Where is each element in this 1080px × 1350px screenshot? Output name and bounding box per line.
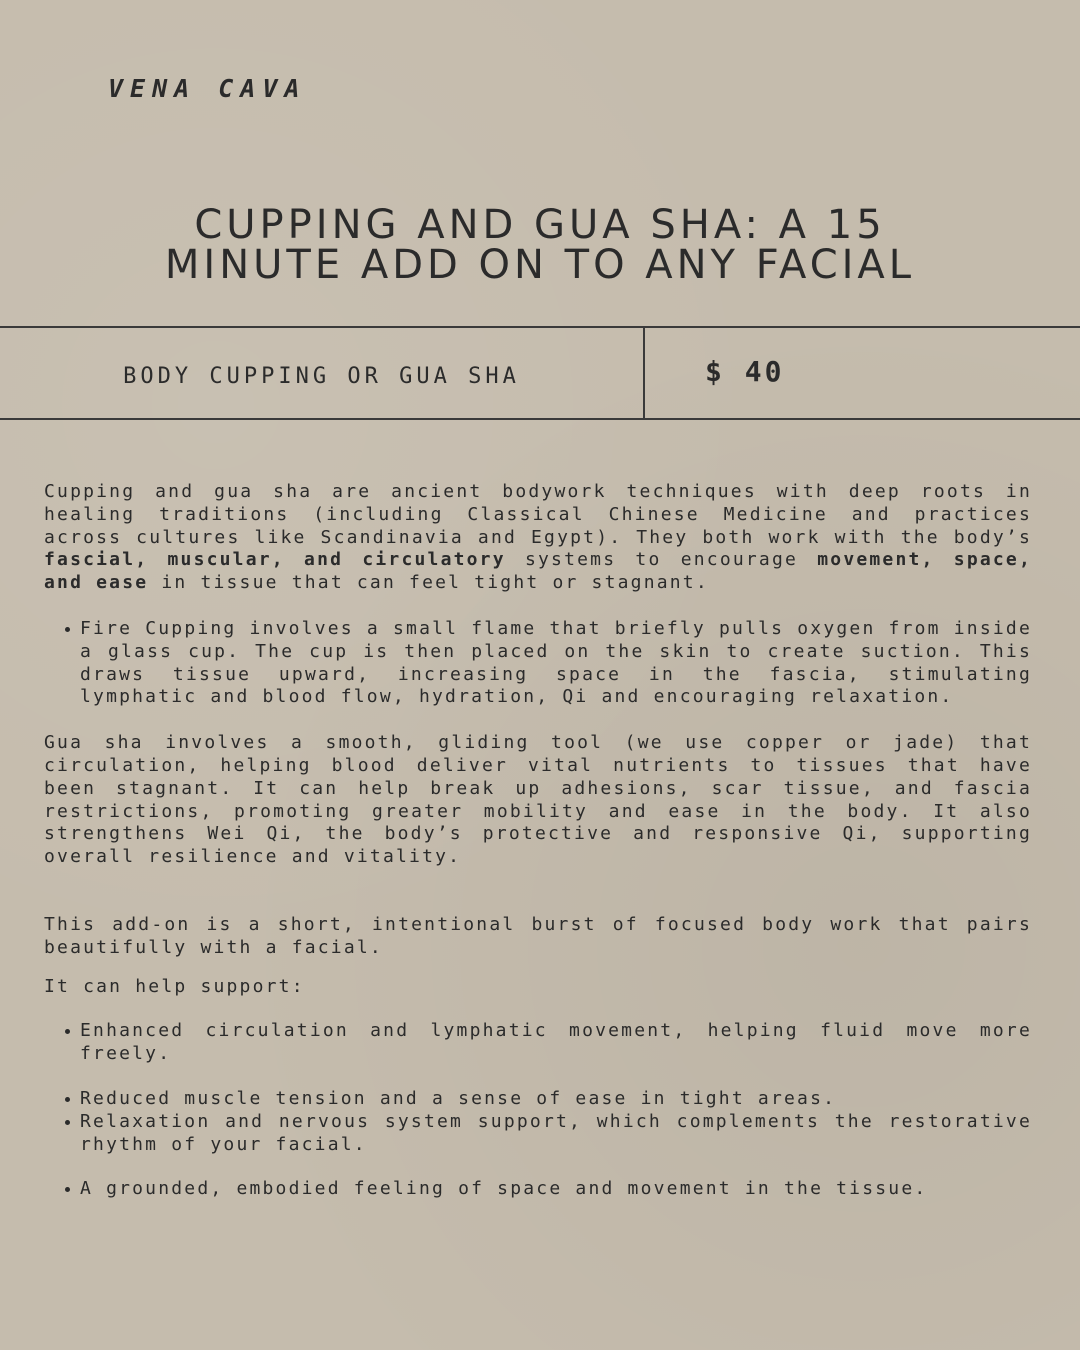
intro-paragraph — [44, 481, 1032, 595]
intro-text-2: systems to encourage — [505, 549, 818, 571]
description — [44, 481, 1032, 1201]
support-heading: It can help support: — [44, 975, 305, 997]
intro-bold-1: fascial, muscular, and circulatory — [44, 549, 506, 571]
fire-cupping-item: Fire Cupping involves a small flame that briefly pulls oxygen from inside a glass cup. The cup is then placed on the skin to create suction. This draws tissue upward, increasing space in the fascia, stimulating lymphatic and blood flow, hydration, Qi and encouraging relaxation. — [80, 617, 1032, 708]
benefit-item: Reduced muscle tension and a sense of ease in tight areas. — [80, 1088, 1032, 1111]
benefit-item: Enhanced circulation and lymphatic movement, helping fluid move more freely. — [80, 1020, 1032, 1065]
benefits-list — [44, 1020, 1032, 1201]
addon-paragraph: This add-on is a short, intentional burst of focused body work that pairs beautifully with a facial. — [44, 913, 1032, 958]
page-title — [60, 202, 1020, 288]
benefit-item: A grounded, embodied feeling of space and movement in the tissue. — [80, 1178, 1032, 1201]
gua-sha-paragraph: Gua sha involves a smooth, gliding tool (we use copper or jade) that circulation, helping blood deliver vital nutrients to tissues that have been stagnant. It can help break up adhesions, scar tissue, and fascia restrictions, promoting greater mobility and ease in the body. It also strengthens Wei Qi, the body’s protective and responsive Qi, supporting overall resilience and vitality. — [44, 732, 1032, 868]
brand-logo: VENA CAVA — [108, 74, 307, 103]
benefit-item: Relaxation and nervous system support, which complements the restorative rhythm of your facial. — [80, 1110, 1032, 1155]
title-line-2: MINUTE ADD ON TO ANY FACIAL — [164, 242, 916, 288]
intro-text-3: in tissue that can feel tight or stagnant. — [148, 572, 709, 594]
price-divider — [643, 328, 645, 418]
price-row — [0, 326, 1080, 420]
service-name: BODY CUPPING OR GUA SHA — [123, 364, 520, 389]
intro-text-1: Cupping and gua sha are ancient bodywork techniques with deep roots in healing traditions (including Classical Chinese Medicine and practices across cultures like Scandinavia and Egypt). They both work with the body’s — [44, 481, 1032, 548]
service-price: $ 40 — [705, 355, 785, 388]
fire-cupping-list — [44, 618, 1032, 709]
title-line-1: CUPPING AND GUA SHA: A 15 — [194, 202, 886, 248]
intro-bold-2: movement, space, and ease — [44, 549, 1033, 594]
